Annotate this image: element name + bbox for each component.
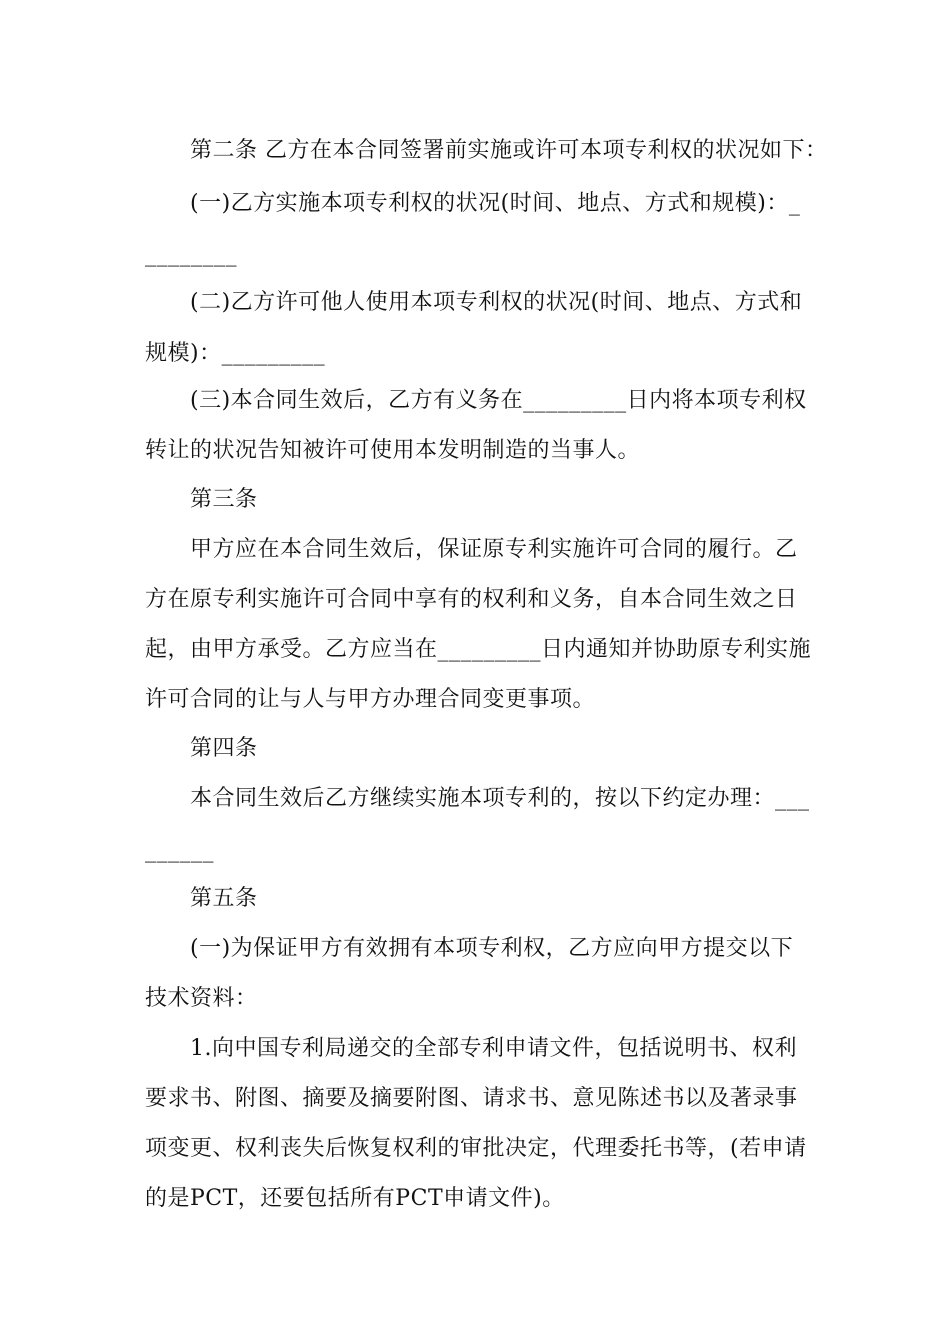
article-3-text-line-2: 方在原专利实施许可合同中享有的权利和义务，自本合同生效之日 [145,587,798,612]
article-5-subitem-1-line-2: 要求书、附图、摘要及摘要附图、请求书、意见陈述书以及著录事 [145,1086,798,1111]
article-3-text-line-1: 甲方应在本合同生效后，保证原专利实施许可合同的履行。乙 [190,537,798,562]
article-2-item-2-line-1: (二)乙方许可他人使用本项专利权的状况(时间、地点、方式和 [190,290,803,315]
article-2-item-3-line-1: (三)本合同生效后，乙方有义务在_________日内将本项专利权 [190,388,807,413]
article-5-subitem-1-line-1: 1.向中国专利局递交的全部专利申请文件，包括说明书、权利 [190,1036,797,1061]
article-2-heading: 第二条 乙方在本合同签署前实施或许可本项专利权的状况如下： [190,138,828,163]
article-4-text-blank: ______ [145,838,214,863]
article-2-item-1: (一)乙方实施本项专利权的状况(时间、地点、方式和规模)：_ [190,191,801,216]
article-5-item-1-line-2: 技术资料： [145,986,258,1011]
article-3-text-line-4: 许可合同的让与人与甲方办理合同变更事项。 [145,687,596,712]
article-5-heading: 第五条 [190,886,258,911]
article-2-item-3-line-2: 转让的状况告知被许可使用本发明制造的当事人。 [145,438,641,463]
article-2-item-1-blank: ________ [145,242,237,267]
article-5-subitem-1-line-3: 项变更、权利丧失后恢复权利的审批决定，代理委托书等，(若申请 [145,1136,807,1161]
article-2-item-2-line-2: 规模)：_________ [145,341,326,366]
article-3-heading: 第三条 [190,487,258,512]
article-3-text-line-3: 起，由甲方承受。乙方应当在_________日内通知并协助原专利实施 [145,637,812,662]
article-5-item-1-line-1: (一)为保证甲方有效拥有本项专利权，乙方应向甲方提交以下 [190,936,794,961]
article-4-heading: 第四条 [190,736,258,761]
article-5-subitem-1-line-4: 的是PCT，还要包括所有PCT申请文件)。 [145,1186,565,1211]
article-4-text-line-1: 本合同生效后乙方继续实施本项专利的，按以下约定办理：___ [190,786,810,811]
